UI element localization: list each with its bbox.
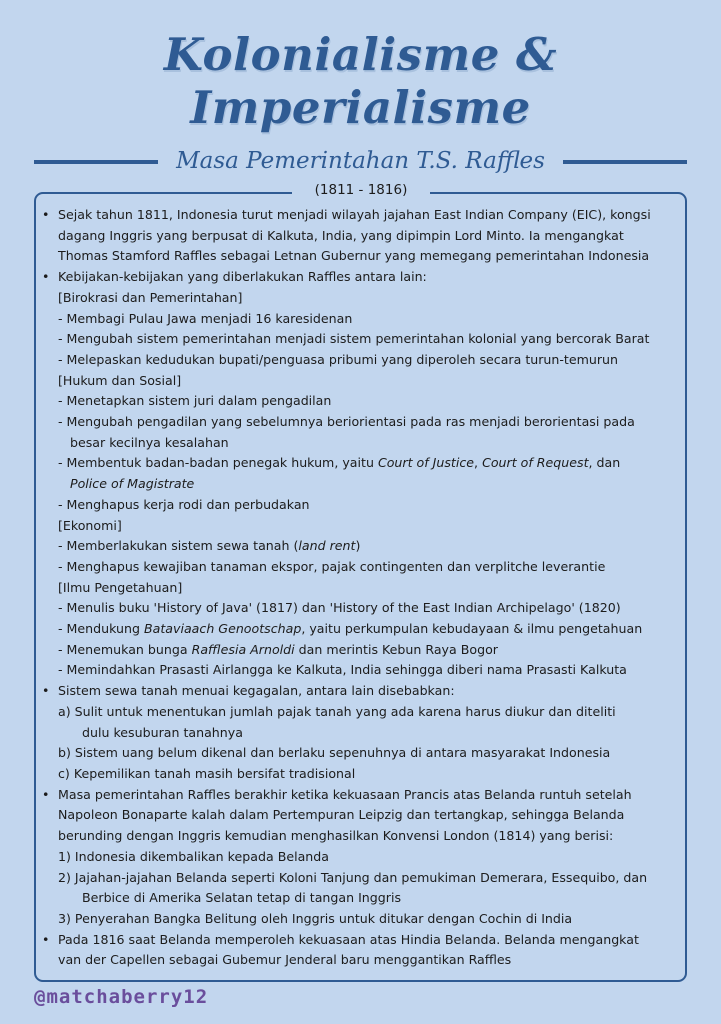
bullet-item: • Masa pemerintahan Raffles berakhir ketika kekuasaan Prancis atas Belanda runtuh setelah xyxy=(42,785,678,806)
bullet-icon: • xyxy=(42,269,50,285)
text-line: dagang Inggris yang berpusat di Kalkuta, India, yang dipimpin Lord Minto. Ia mengangkat xyxy=(58,227,624,243)
bullet-item: • Sejak tahun 1811, Indonesia turut menjadi wilayah jajahan East Indian Company (EIC), kongsi xyxy=(42,205,678,226)
list-item: - Membagi Pulau Jawa menjadi 16 karesidenan xyxy=(58,310,353,326)
list-item: - Menetapkan sistem juri dalam pengadilan xyxy=(58,393,332,409)
bullet-item: • Pada 1816 saat Belanda memperoleh kekuasaan atas Hindia Belanda. Belanda mengangkat xyxy=(42,930,678,951)
bullet-item: • Sistem sewa tanah menuai kegagalan, antara lain disebabkan: xyxy=(42,681,678,702)
list-item: b) Sistem uang belum dikenal dan berlaku sepenuhnya di antara masyarakat Indonesia xyxy=(58,745,611,761)
content-text xyxy=(42,205,678,971)
section-heading: [Birokrasi dan Pemerintahan] xyxy=(58,289,243,305)
text-line: Napoleon Bonaparte kalah dalam Pertempuran Leipzig dan tertangkap, sehingga Belanda xyxy=(58,807,625,823)
list-item: - Menulis buku 'History of Java' (1817) dan 'History of the East Indian Archipelago' (1820) xyxy=(58,600,621,616)
page-title: Kolonialisme & Imperialisme xyxy=(163,28,558,134)
text-line: Thomas Stamford Raffles sebagai Letnan Gubernur yang memegang pemerintahan Indonesia xyxy=(58,248,650,264)
divider-left xyxy=(34,160,158,164)
section-heading: [Hukum dan Sosial] xyxy=(58,372,182,388)
list-item: - Membentuk badan-badan penegak hukum, yaitu Court of Justice, Court of Request, dan xyxy=(58,455,621,471)
section-heading: [Ekonomi] xyxy=(58,517,122,533)
list-item: 2) Jajahan-jajahan Belanda seperti Koloni Tanjung dan pemukiman Demerara, Essequibo, dan xyxy=(58,869,648,885)
list-item: - Menemukan bunga Rafflesia Arnoldi dan merintis Kebun Raya Bogor xyxy=(58,641,498,657)
bullet-icon: • xyxy=(42,786,50,802)
list-item: 3) Penyerahan Bangka Belitung oleh Inggris untuk ditukar dengan Cochin di India xyxy=(58,910,573,926)
subtitle-row xyxy=(34,148,687,178)
list-item-continued: besar kecilnya kesalahan xyxy=(70,434,229,450)
bullet-icon: • xyxy=(42,207,50,222)
years-label: (1811 - 1816) xyxy=(292,179,430,201)
list-item: - Memberlakukan sistem sewa tanah (land rent) xyxy=(58,538,361,554)
list-item: - Mendukung Bataviaach Genootschap, yaitu perkumpulan kebudayaan & ilmu pengetahuan xyxy=(58,621,643,637)
list-item-continued: dulu kesuburan tanahnya xyxy=(82,724,243,740)
list-item: - Menghapus kerja rodi dan perbudakan xyxy=(58,496,310,512)
section-heading: [Ilmu Pengetahuan] xyxy=(58,579,183,595)
section-subtitle: Masa Pemerintahan T.S. Raffles xyxy=(176,148,545,174)
list-item-continued: Berbice di Amerika Selatan tetap di tangan Inggris xyxy=(82,890,402,906)
bullet-icon: • xyxy=(42,683,50,699)
list-item-continued: Police of Magistrate xyxy=(70,476,195,492)
list-item: 1) Indonesia dikembalikan kepada Belanda xyxy=(58,848,329,864)
list-item: a) Sulit untuk menentukan jumlah pajak tanah yang ada karena harus diukur dan diteliti xyxy=(58,703,616,719)
text-line: berunding dengan Inggris kemudian menghasilkan Konvensi London (1814) yang berisi: xyxy=(58,828,614,844)
list-item: c) Kepemilikan tanah masih bersifat tradisional xyxy=(58,765,356,781)
bullet-item: • Kebijakan-kebijakan yang diberlakukan Raffles antara lain: xyxy=(42,267,678,288)
list-item: - Mengubah pengadilan yang sebelumnya beriorientasi pada ras menjadi berorientasi pada xyxy=(58,414,635,430)
list-item: - Melepaskan kedudukan bupati/penguasa pribumi yang diperoleh secara turun-temurun xyxy=(58,351,619,367)
list-item: - Mengubah sistem pemerintahan menjadi sistem pemerintahan kolonial yang bercorak Barat xyxy=(58,331,650,347)
author-handle: @matchaberry12 xyxy=(34,986,209,1008)
list-item: - Memindahkan Prasasti Airlangga ke Kalkuta, India sehingga diberi nama Prasasti Kalkuta xyxy=(58,662,627,678)
divider-right xyxy=(563,160,687,164)
bullet-icon: • xyxy=(42,931,50,947)
list-item: - Menghapus kewajiban tanaman ekspor, pajak contingenten dan verplitche leverantie xyxy=(58,558,606,574)
text-line: van der Capellen sebagai Gubemur Jenderal baru menggantikan Raffles xyxy=(58,952,512,968)
